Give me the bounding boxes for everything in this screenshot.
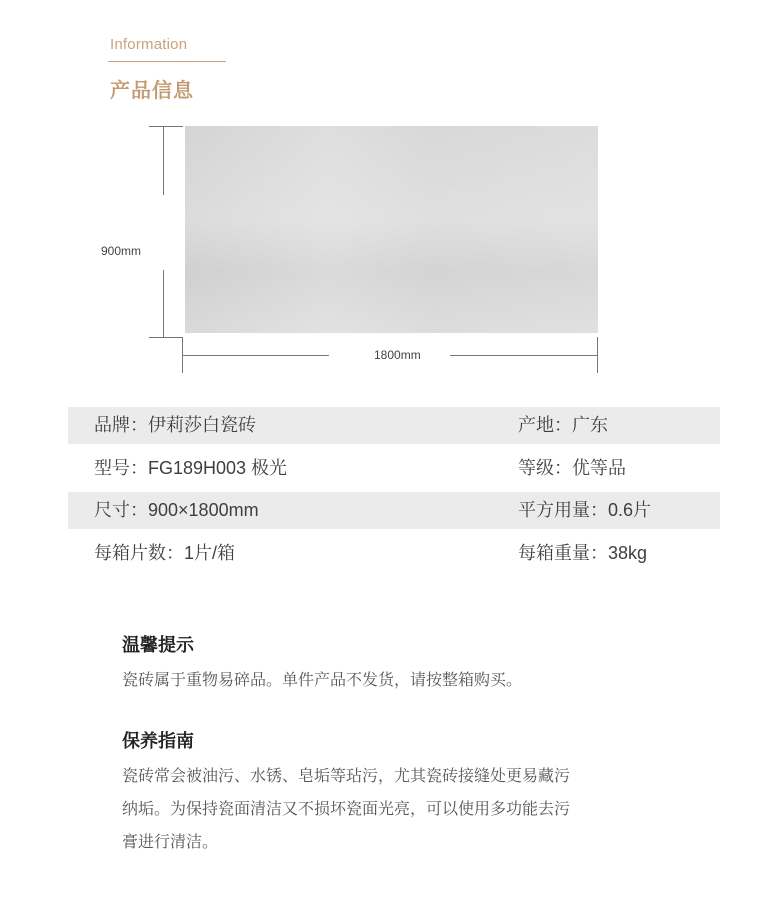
spec-model: 型号：FG189H003 极光	[94, 458, 288, 478]
tile-sample-image	[185, 126, 598, 333]
spec-brand: 品牌：伊莉莎白瓷砖	[94, 415, 256, 435]
spec-row	[68, 492, 720, 529]
care-title: 保养指南	[122, 731, 194, 751]
height-label: 900mm	[101, 244, 142, 258]
title-underline	[108, 61, 226, 62]
care-text-line: 膏进行清洁。	[122, 834, 219, 851]
spec-row	[68, 407, 720, 444]
width-line-left	[182, 355, 329, 356]
tips-text: 瓷砖属于重物易碎品。单件产品不发货，请按整箱购买。	[122, 672, 523, 689]
care-text-line: 瓷砖常会被油污、水锈、皂垢等玷污，尤其瓷砖接缝处更易藏污	[122, 768, 571, 785]
height-line-lower	[163, 270, 164, 337]
spec-box-weight: 每箱重量：38kg	[518, 543, 648, 563]
spec-pieces-per-box: 每箱片数：1片/箱	[94, 543, 236, 563]
spec-coverage: 平方用量：0.6片	[518, 500, 652, 520]
section-title-cn: 产品信息	[110, 80, 194, 102]
spec-size: 尺寸：900×1800mm	[94, 500, 259, 520]
width-label: 1800mm	[374, 348, 421, 362]
width-line-right	[450, 355, 598, 356]
height-line-upper	[163, 126, 164, 195]
spec-row	[68, 535, 720, 572]
tips-title: 温馨提示	[122, 635, 194, 655]
care-text-line: 纳垢。为保持瓷面清洁又不损坏瓷面光亮，可以使用多功能去污	[122, 801, 571, 818]
spec-grade: 等级：优等品	[518, 458, 626, 478]
spec-origin: 产地：广东	[518, 415, 608, 435]
height-bottom-tick	[149, 337, 183, 338]
width-right-tick	[597, 337, 598, 373]
height-top-tick	[149, 126, 183, 127]
spec-row	[68, 450, 720, 487]
section-title-en: Information	[110, 36, 188, 53]
